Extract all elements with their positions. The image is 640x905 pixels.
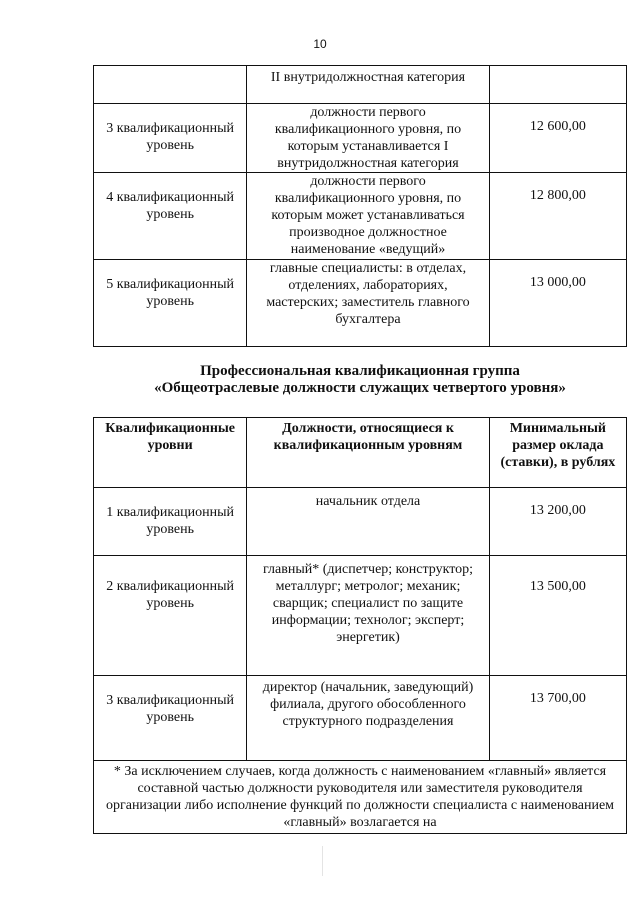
header-positions: Должности, относящиеся к квалификационным уровням	[247, 418, 489, 488]
level-cell: 2 квалификационный уровень	[94, 556, 247, 676]
header-level: Квалификационные уровни	[94, 418, 247, 488]
level-cell: 5 квалификационный уровень	[94, 260, 247, 347]
footnote: * За исключением случаев, когда должность с наименованием «главный» является составной частью должности руководителя или заместителя руководителя организации либо исполнение функций по должности специалиста с наименованием «главный» возлагается на	[94, 761, 627, 834]
header-salary: Минимальный размер оклада (ставки), в рублях	[489, 418, 626, 488]
salary-cell: 13 500,00	[489, 556, 626, 676]
level-cell: 3 квалификационный уровень	[94, 676, 247, 761]
table-row	[94, 66, 627, 104]
footnote-row	[94, 761, 627, 834]
table-row	[94, 260, 627, 347]
section-title-line1: Профессиональная квалификационная группа	[200, 363, 520, 379]
table-row	[94, 488, 627, 556]
salary-table	[93, 417, 627, 834]
section-title-line2: «Общеотраслевые должности служащих четвертого уровня»	[154, 380, 566, 396]
table-header-row	[94, 418, 627, 488]
positions-cell: II внутридолжностная категория	[247, 66, 489, 104]
salary-cell: 13 200,00	[489, 488, 626, 556]
level-cell: 1 квалификационный уровень	[94, 488, 247, 556]
positions-cell: должности первого квалификационного уровня, по которым устанавливается I внутридолжностная категория	[247, 104, 489, 173]
positions-cell: главный* (диспетчер; конструктор; металлург; метролог; механик; сварщик; специалист по защите информации; технолог; эксперт; энергетик)	[247, 556, 489, 676]
table-row	[94, 556, 627, 676]
salary-table-continued	[93, 65, 627, 347]
scan-mark	[322, 846, 323, 876]
salary-cell: 13 700,00	[489, 676, 626, 761]
positions-cell: начальник отдела	[247, 488, 489, 556]
positions-cell: главные специалисты: в отделах, отделениях, лабораториях, мастерских; заместитель главного бухгалтера	[247, 260, 489, 347]
salary-cell	[489, 66, 626, 104]
table-row	[94, 104, 627, 173]
salary-cell: 12 600,00	[489, 104, 626, 173]
salary-cell: 13 000,00	[489, 260, 626, 347]
section-title	[93, 363, 627, 397]
page-number: 10	[313, 37, 327, 51]
level-cell: 3 квалификационный уровень	[94, 104, 247, 173]
level-cell: 4 квалификационный уровень	[94, 173, 247, 260]
table-row	[94, 173, 627, 260]
level-cell	[94, 66, 247, 104]
salary-cell: 12 800,00	[489, 173, 626, 260]
positions-cell: директор (начальник, заведующий) филиала, другого обособленного структурного подразделения	[247, 676, 489, 761]
table-row	[94, 676, 627, 761]
positions-cell: должности первого квалификационного уровня, по которым может устанавливаться производное должностное наименование «ведущий»	[247, 173, 489, 260]
